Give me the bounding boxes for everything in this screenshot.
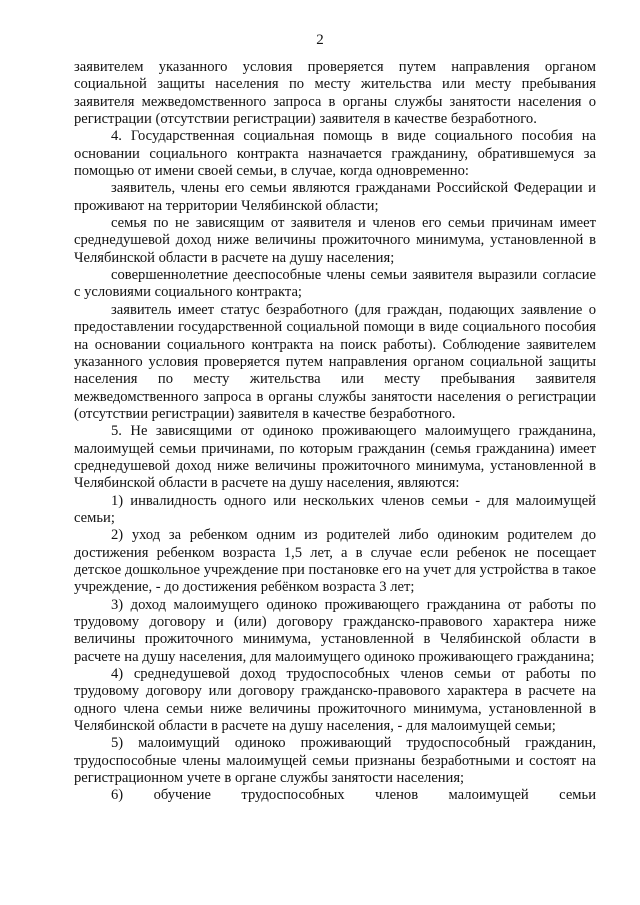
- list-item-5: 5) малоимущий одиноко проживающий трудоспособный гражданин, трудоспособные члены малоимущей семьи признаны безработными и состоят на регистрационном учете в органе службы занятости населения;: [74, 735, 596, 787]
- document-body: [74, 59, 596, 805]
- list-item-6: 6) обучение трудоспособных членов малоимущей семьи: [111, 787, 596, 804]
- paragraph-condition-income: семья по не зависящим от заявителя и членов его семьи причинам имеет среднедушевой доход ниже величины прожиточного минимума, установленной в Челябинской области в расчете на душу населения;: [74, 215, 596, 266]
- list-item-2: 2) уход за ребенком одним из родителей либо одиноким родителем до достижения ребенком возраста 1,5 лет, а в случае если ребенок не посещает детское дошкольное учреждение при постановке его на учет для устройства в такое учреждение, - до достижения ребёнком возраста 3 лет;: [74, 527, 596, 596]
- paragraph-item-4: 4. Государственная социальная помощь в виде социального пособия на основании социального контракта назначается гражданину, обратившемуся за помощью от имени своей семьи, в случае, когда одновременно:: [74, 128, 596, 180]
- list-item-3: 3) доход малоимущего одиноко проживающего гражданина от работы по трудовому договору и (или) договору гражданско-правового характера ниже величины прожиточного минимума, установленной в Челябинской области в расчете на душу населения, для малоимущего одиноко проживающего гражданина;: [74, 596, 596, 665]
- paragraph-condition-citizenship: заявитель, члены его семьи являются гражданами Российской Федерации и проживают на территории Челябинской области;: [74, 180, 596, 214]
- paragraph-continuation: заявителем указанного условия проверяется путем направления органом социальной защиты населения по месту жительства или месту пребывания заявителя межведомственного запроса в органы службы занятости населения о регистрации (отсутствии регистрации) заявителя в качестве безработного.: [74, 59, 596, 128]
- paragraph-item-5: 5. Не зависящими от одиноко проживающего малоимущего гражданина, малоимущей семьи причинами, по которым гражданин (семья гражданина) имеет среднедушевой доход ниже величины прожиточного минимума, установленной в Челябинской области в расчете на душу населения, являются:: [74, 423, 596, 492]
- page-number: 2: [316, 32, 324, 48]
- list-item-1: 1) инвалидность одного или нескольких членов семьи - для малоимущей семьи;: [74, 492, 596, 526]
- list-item-4: 4) среднедушевой доход трудоспособных членов семьи от работы по трудовому договору или договору гражданско-правового характера в расчете на одного члена семьи ниже величины прожиточного минимума, установленной в Челябинской области в расчете на душу населения, - для малоимущей семьи;: [74, 666, 596, 735]
- paragraph-condition-unemployed: заявитель имеет статус безработного (для граждан, подающих заявление о предоставлении государственной социальной помощи в виде социального пособия на основании социального контракта на поиск работы). Соблюдение заявителем указанного условия проверяется путем направления органом социальной защиты населения по месту жительства или месту пребывания заявителя межведомственного запроса в органы службы занятости населения о регистрации (отсутствии регистрации) заявителя в качестве безработного.: [74, 301, 596, 422]
- paragraph-condition-consent: совершеннолетние дееспособные члены семьи заявителя выразили согласие с условиями социального контракта;: [74, 267, 596, 301]
